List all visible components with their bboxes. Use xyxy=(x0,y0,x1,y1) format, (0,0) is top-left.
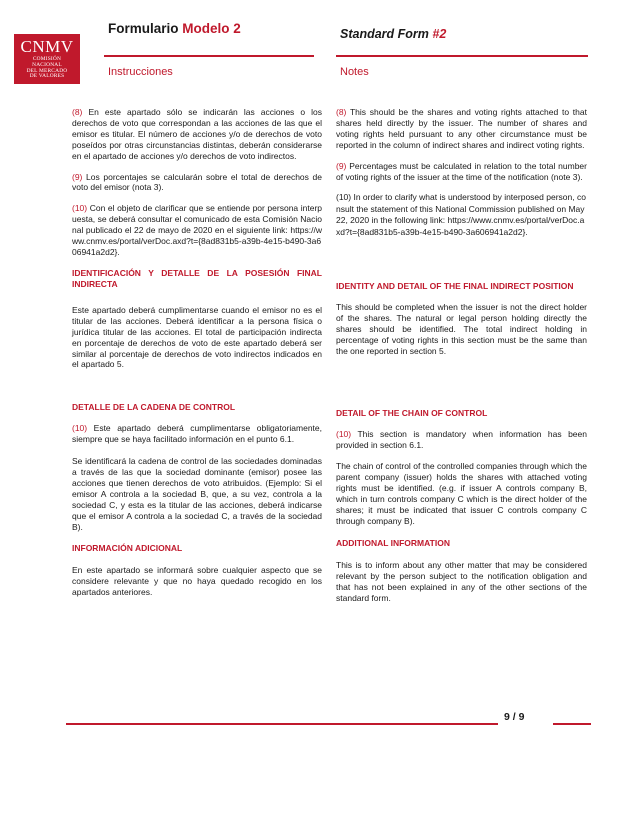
form-title-es: Formulario Modelo 2 xyxy=(108,21,241,36)
note-10-en: (10) In order to clarify what is understood by interposed person, consult the statement of this National Commission published on May 22, 2020 in the following link: https://www.cnmv.es/portal/verDoc.axd?t={8ad831b5-a39b-4e15-b490-3a606941a2d2}. xyxy=(336,192,586,237)
note-9-en: (9) Percentages must be calculated in relation to the total number of voting rights of the issuer at the time of the notification (note 3). xyxy=(336,160,587,182)
para-chain-control-a-es: (10) Este apartado deberá cumplimentarse obligatoriamente, siempre que se haya facilitado información en el punto 6.1. xyxy=(72,423,322,445)
note-8-en: (8) This should be the shares and voting rights attached to that shares held directly by the issuer. The number of shares and voting rights held pursuant to any other circumstance must be reported in the column of indirect shares and indirect voting rights. xyxy=(336,107,587,150)
para-chain-control-a-en: (10) This section is mandatory when information has been provided in section 6.1. xyxy=(336,428,587,450)
left-column xyxy=(72,107,322,598)
para-chain-control-b-es: Se identificará la cadena de control de las sociedades dominadas a través de las que la sociedad dominante (emisor) posee las acciones que tienen derechos de voto atribuidos. (Ejemplo: Si el emisor A controla a la sociedad B, que, a su vez, controla a la sociedad C, y esta es la titular de las acciones, deberá indicarse que el emisor A controla a la sociedad C, a través de la sociedad B). xyxy=(72,456,322,532)
heading-additional-info-en: ADDITIONAL INFORMATION xyxy=(336,537,450,548)
para-final-indirect-en: This should be completed when the issuer is not the direct holder of the shares. The natural or legal person holding directly the shares should be identified. The total indirect holding in percentage of voting rights in this section must be the same than the one reported in section 5. xyxy=(336,302,587,356)
header-rule-left xyxy=(104,55,314,57)
section-label-notes: Notes xyxy=(340,66,369,78)
note-8-es: (8) En este apartado sólo se indicarán las acciones o los derechos de voto que correspondan a las acciones de las que el emisor es titular. El número de acciones y/o de derechos de voto poseídos por otras circunstancias distintas, deberán considerarse en el apartado de acciones y/o derechos de voto indirectos. xyxy=(72,107,322,161)
logo-subtitle: COMISIÓN NACIONAL DEL MERCADO DE VALORES xyxy=(26,56,68,80)
cnmv-logo xyxy=(14,34,80,84)
footer-rule-left xyxy=(66,723,498,725)
heading-final-indirect-es: IDENTIFICACIÓN Y DETALLE DE LA POSESIÓN FINAL INDIRECTA xyxy=(72,267,322,289)
para-final-indirect-es: Este apartado deberá cumplimentarse cuando el emisor no es el titular de las acciones. Deberá identificar a la persona física o jurídica titular de las acciones. El total de participación indirecta en porcentaje de derechos de voto de este apartado deberá ser similar al porcentaje de derechos de voto indirectos indicados en el apartado 5. xyxy=(72,304,322,370)
heading-additional-info-es: INFORMACIÓN ADICIONAL xyxy=(72,543,183,554)
logo-wordmark: CNMV xyxy=(20,37,74,56)
para-additional-info-es: En este apartado se informará sobre cualquier aspecto que se considere relevante y que no haya quedado recogido en los apartados anteriores. xyxy=(72,565,322,598)
para-chain-control-b-en: The chain of control of the controlled companies through which the parent company (issuer) holds the shares with attached voting rights must be identified. (e.g. if issuer A controls company B, which in turn controls company C which is the direct holder of the shares; it must be indicated that issuer C controls company C through company B). xyxy=(336,461,587,526)
right-column xyxy=(336,107,587,603)
para-additional-info-en: This is to inform about any other matter that may be considered relevant by the person subject to the notification obligation and that has not been explained in any of the other sections of the standard form. xyxy=(336,559,587,603)
note-10-es: (10) Con el objeto de clarificar que se entiende por persona interpuesta, se deberá consultar el comunicado de esta Comisión Nacional publicado el 22 de mayo de 2020 en el siguiente link: https://www.cnmv.es/portal/verDoc.axd?t={8ad831b5-a39b-4e15-b490-3a606941a2d2}. xyxy=(72,203,322,257)
footer-rule-right xyxy=(553,723,591,725)
note-9-es: (9) Los porcentajes se calcularán sobre el total de derechos de voto del emisor (nota 3). xyxy=(72,171,322,193)
header-rule-right xyxy=(336,55,588,57)
heading-chain-control-es: DETALLE DE LA CADENA DE CONTROL xyxy=(72,402,236,413)
heading-final-indirect-en: IDENTITY AND DETAIL OF THE FINAL INDIRECT POSITION xyxy=(336,281,574,292)
heading-chain-control-en: DETAIL OF THE CHAIN OF CONTROL xyxy=(336,407,488,418)
page-number: 9 / 9 xyxy=(504,711,525,723)
section-label-instructions: Instrucciones xyxy=(108,66,173,78)
form-title-en: Standard Form #2 xyxy=(340,27,447,41)
